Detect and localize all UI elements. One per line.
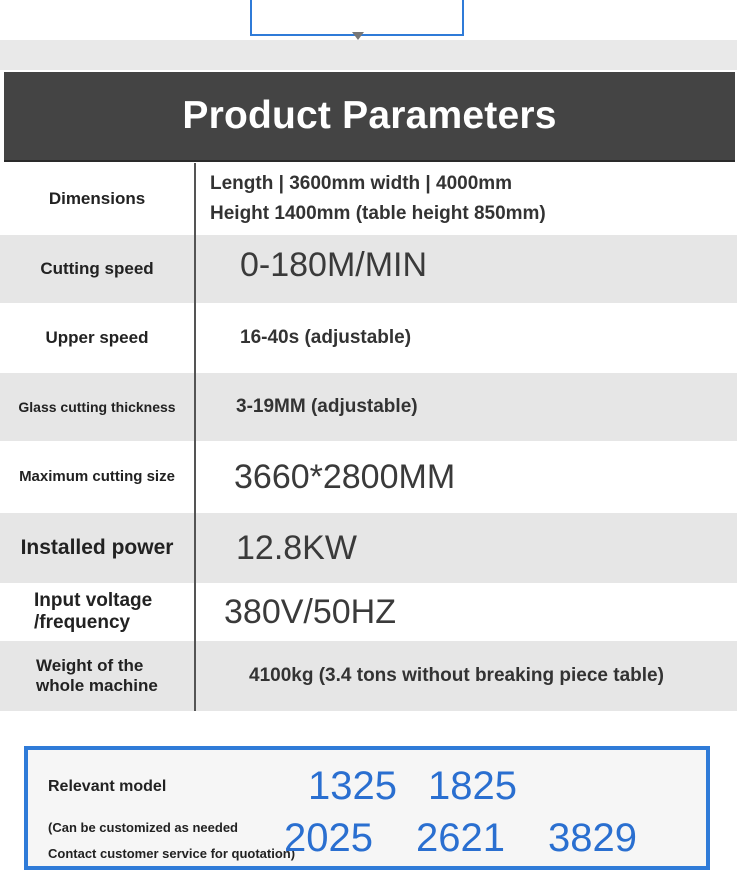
dimensions-line-2: Height 1400mm (table height 850mm) [210,203,546,224]
row-value-dimensions [196,163,737,235]
grey-band [0,40,737,70]
table-row [0,583,737,641]
row-label-input-voltage: Input voltage /frequency [0,583,196,641]
row-value-glass-thickness: 3-19MM (adjustable) [236,396,418,417]
table-row [0,513,737,583]
relevant-model-label: Relevant model [48,778,167,795]
row-label-installed-power: Installed power [0,513,196,583]
chevron-down-icon [352,32,364,40]
row-value-weight: 4100kg (3.4 tons without breaking piece table) [249,665,664,686]
table-row [0,641,737,711]
table-row [0,441,737,513]
row-label-upper-speed: Upper speed [0,303,196,373]
row-value-max-cutting-size: 3660*2800MM [234,457,456,496]
row-value-cutting-speed: 0-180M/MIN [240,245,428,284]
top-frame-border [250,0,464,36]
row-label-max-cutting-size: Maximum cutting size [0,441,196,513]
row-value-installed-power: 12.8KW [236,528,357,567]
row-label-cutting-speed: Cutting speed [0,235,196,303]
contact-note: Contact customer service for quotation) [48,846,296,861]
page-title: Product Parameters [4,72,735,160]
table-row [0,373,737,441]
table-row [0,235,737,303]
model-number: 1825 [428,764,517,808]
row-label-weight: Weight of the whole machine [0,641,196,711]
model-number: 2025 [284,816,373,860]
table-row [0,303,737,373]
relevant-model-box [24,746,710,870]
table-row [0,163,737,235]
dimensions-line-1: Length | 3600mm width | 4000mm [210,173,513,194]
row-value-input-voltage: 380V/50HZ [224,592,396,631]
model-number: 2621 [416,816,505,860]
model-number: 3829 [548,816,637,860]
row-value-upper-speed: 16-40s (adjustable) [240,327,412,348]
model-number: 1325 [308,764,397,808]
customize-note: (Can be customized as needed [48,820,238,835]
row-label-dimensions: Dimensions [0,163,196,235]
row-label-glass-thickness: Glass cutting thickness [0,373,196,441]
